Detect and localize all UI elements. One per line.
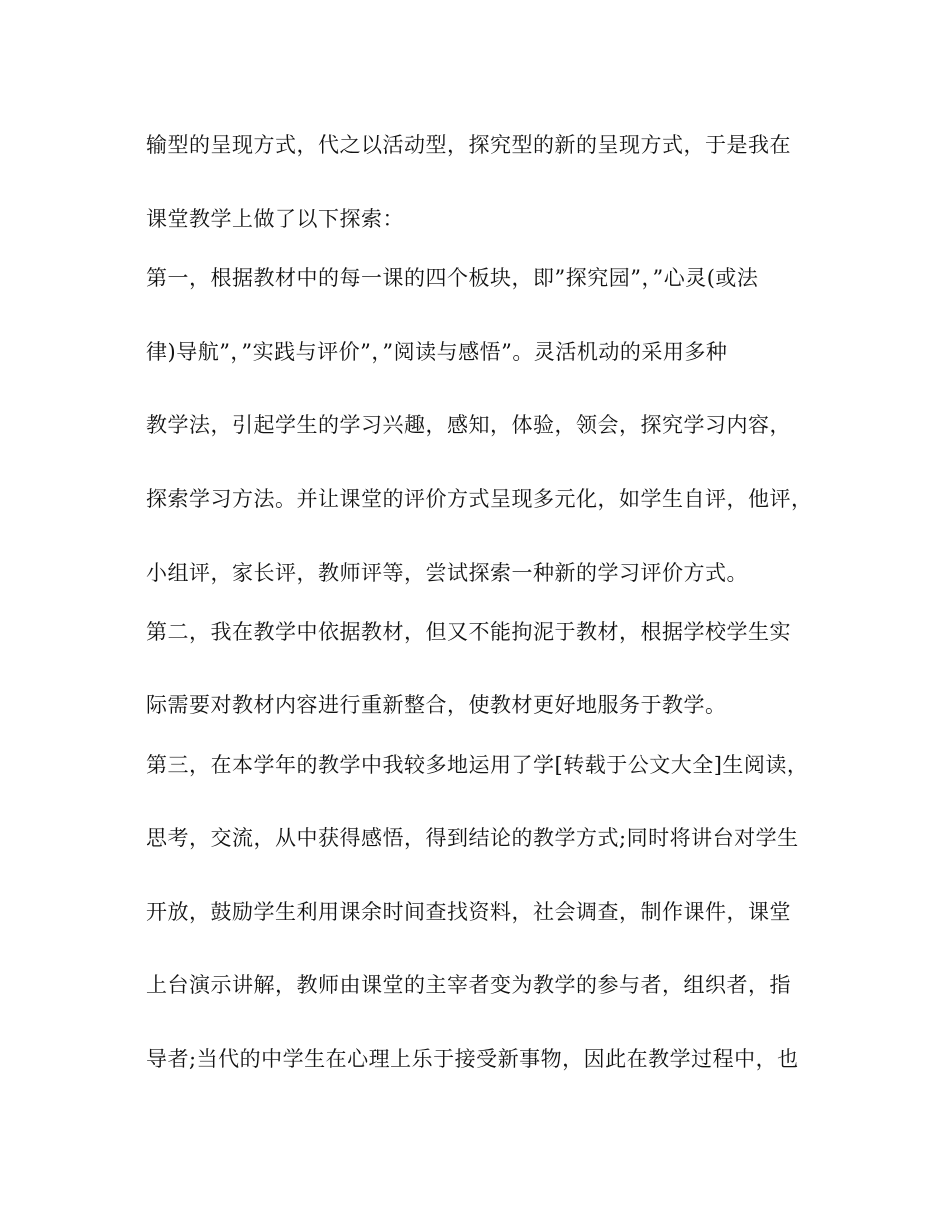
text-line: 小组评，家长评，教师评等，尝试探索一种新的学习评价方式。	[146, 561, 748, 585]
text-line: 上台演示讲解，教师由课堂的主宰者变为教学的参与者，组织者，指	[146, 973, 791, 997]
text-line: 第三，在本学年的教学中我较多地运用了学[转载于公文大全]生阅读，	[146, 753, 809, 777]
text-line: 思考，交流，从中获得感悟，得到结论的教学方式;同时将讲台对学生	[146, 826, 799, 850]
text-line: 教学法，引起学生的学习兴趣，感知，体验，领会，探究学习内容，	[146, 413, 791, 437]
text-line: 第二，我在教学中依据教材，但又不能拘泥于教材，根据学校学生实	[146, 620, 791, 644]
text-line: 课堂教学上做了以下探索：	[146, 207, 404, 231]
text-line: 际需要对教材内容进行重新整合，使教材更好地服务于教学。	[146, 693, 727, 717]
text-line: 第一，根据教材中的每一课的四个板块，即”探究园”，”心灵(或法	[146, 266, 759, 290]
text-line: 导者;当代的中学生在心理上乐于接受新事物，因此在教学过程中，也	[146, 1047, 799, 1071]
text-line: 探索学习方法。并让课堂的评价方式呈现多元化，如学生自评，他评，	[146, 487, 813, 511]
text-line: 开放，鼓励学生利用课余时间查找资料，社会调查，制作课件，课堂	[146, 900, 791, 924]
text-line: 律)导航”，”实践与评价”，”阅读与感悟”。灵活机动的采用多种	[146, 340, 728, 364]
text-line: 输型的呈现方式，代之以活动型，探究型的新的呈现方式，于是我在	[146, 133, 791, 157]
